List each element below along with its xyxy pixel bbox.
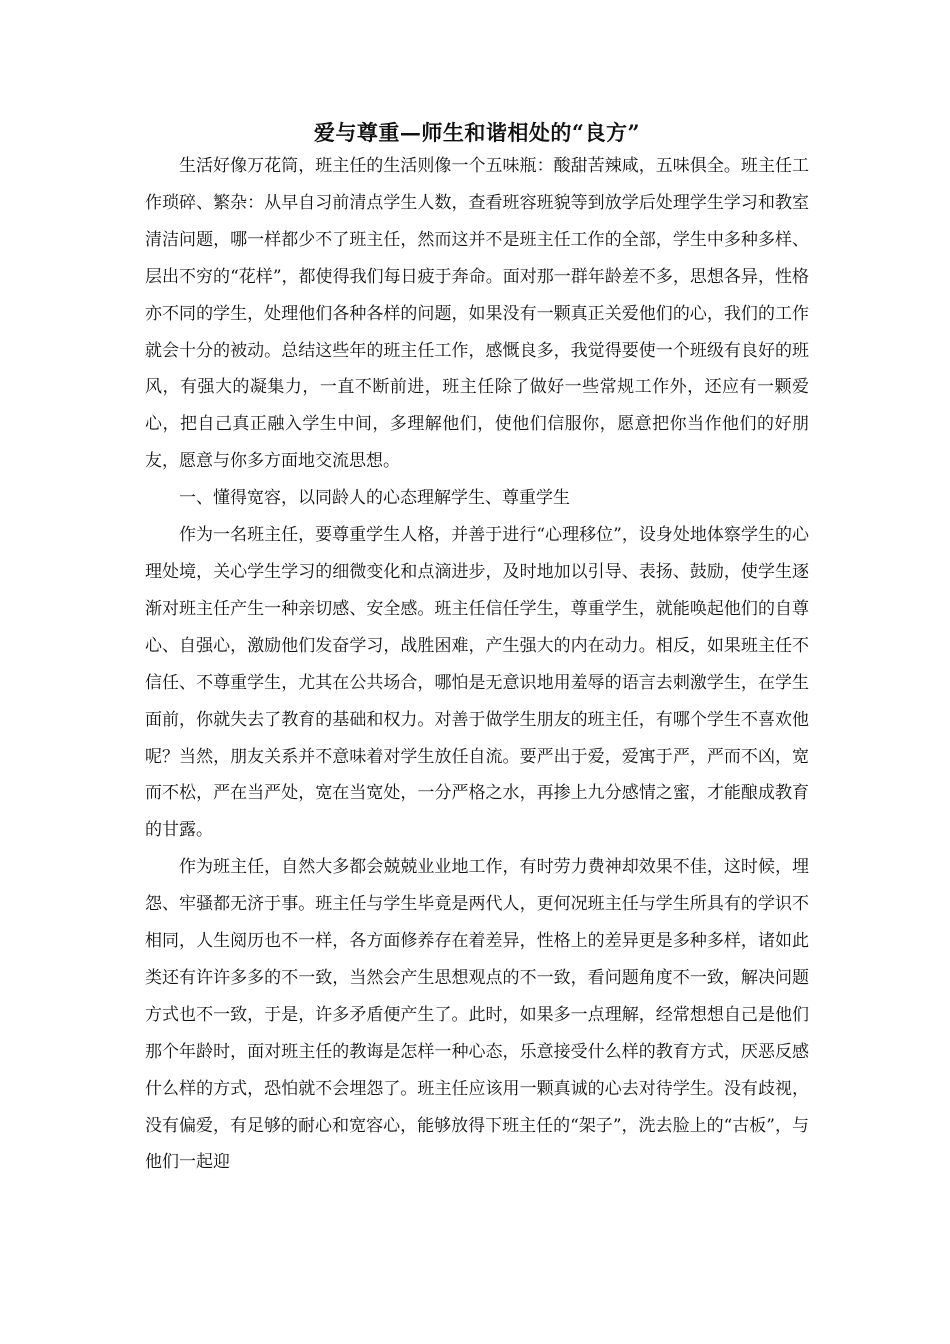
paragraph-intro: 生活好像万花筒，班主任的生活则像一个五味瓶：酸甜苦辣咸，五味俱全。班主任工作琐碎、繁杂：从早自习前清点学生人数，查看班容班貌等到放学后处理学生学习和教室清洁问题，哪一样都少不了班主任，然而这并不是班主任工作的全部，学生中多种多样、层出不穷的“花样”，都使得我们每日疲于奔命。面对那一群年龄差不多，思想各异，性格亦不同的学生，处理他们各种各样的问题，如果没有一颗真正关爱他们的心，我们的工作就会十分的被动。总结这些年的班主任工作，感慨良多，我觉得要使一个班级有良好的班风，有强大的凝集力，一直不断前进，班主任除了做好一些常规工作外，还应有一颗爱心，把自己真正融入学生中间，多理解他们，使他们信服你，愿意把你当作他们的好朋友，愿意与你多方面地交流思想。 [145,156,809,472]
section-heading-1: 一、懂得宽容，以同龄人的心态理解学生、尊重学生 [179,488,570,509]
document-body [145,118,809,1181]
paragraph-understanding: 作为班主任，自然大多都会兢兢业业地工作，有时劳力费神却效果不佳，这时候，埋怨、牢骚都无济于事。班主任与学生毕竟是两代人，更何况班主任与学生所具有的学识不相同，人生阅历也不一样，各方面修养存在着差异，性格上的差异更是多种多样，诸如此类还有许许多多的不一致，当然会产生思想观点的不一致，看问题角度不一致，解决问题方式也不一致，于是，许多矛盾便产生了。此时，如果多一点理解，经常想想自己是他们那个年龄时，面对班主任的教诲是怎样一种心态，乐意接受什么样的教育方式，厌恶反感什么样的方式，恐怕就不会埋怨了。班主任应该用一颗真诚的心去对待学生。没有歧视，没有偏爱，有足够的耐心和宽容心，能够放得下班主任的“架子”，洗去脸上的“古板”，与他们一起迎 [145,857,809,1173]
document-title: 爱与尊重—师生和谐相处的“良方” [313,120,641,145]
paragraph-respect: 作为一名班主任，要尊重学生人格，并善于进行“心理移位”，设身处地体察学生的心理处境，关心学生学习的细微变化和点滴进步，及时地加以引导、表扬、鼓励，使学生逐渐对班主任产生一种亲切感、安全感。班主任信任学生，尊重学生，就能唤起他们的自尊心、自强心，激励他们发奋学习，战胜困难，产生强大的内在动力。相反，如果班主任不信任、不尊重学生，尤其在公共场合，哪怕是无意识地用羞辱的语言去刺激学生，在学生面前，你就失去了教育的基础和权力。对善于做学生朋友的班主任，有哪个学生不喜欢他呢？当然，朋友关系并不意味着对学生放任自流。要严出于爱，爱寓于严，严而不凶，宽而不松，严在当严处，宽在当宽处，一分严格之水，再掺上九分感情之蜜，才能酿成教育的甘露。 [145,525,809,841]
